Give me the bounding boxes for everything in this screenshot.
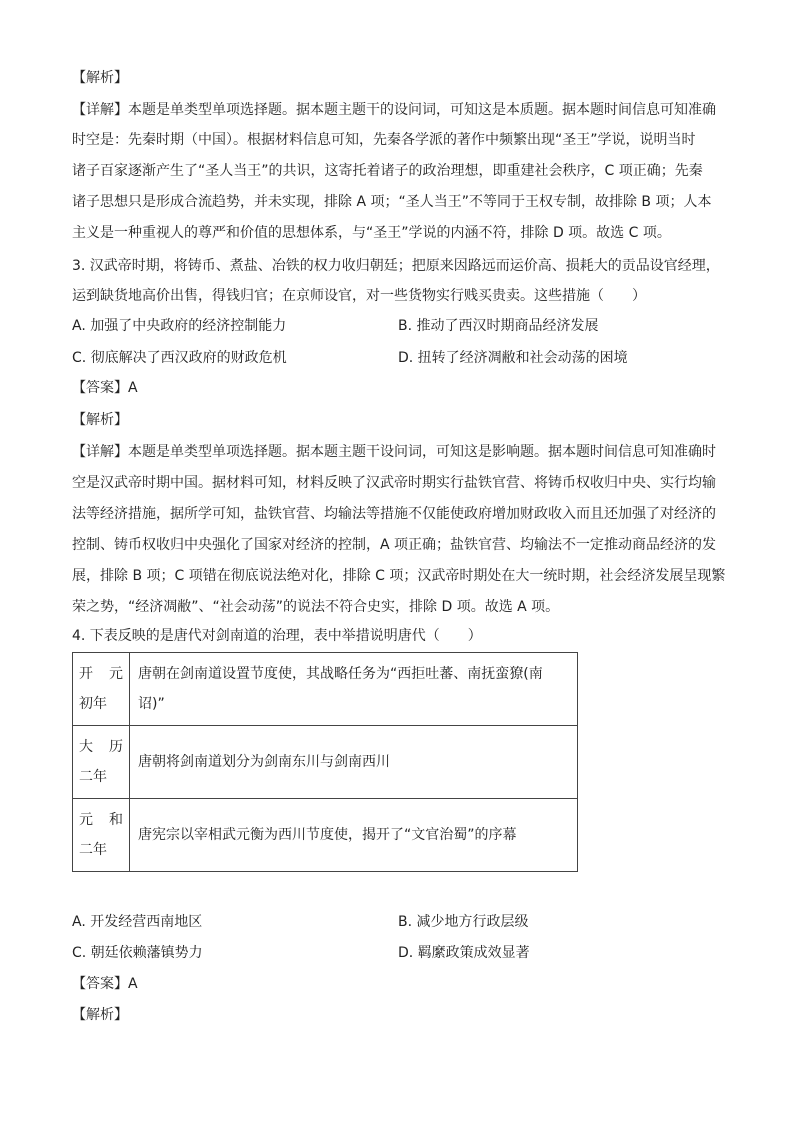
q4-option-d: D. 羁縻政策成效显著 [398, 945, 530, 961]
text-line: 【详解】本题是单类型单项选择题。据本题主题干设问词，可知这是影响题。据本题时间信息可知准确时 [72, 444, 716, 460]
text-line: 法等经济措施，据所学可知，盐铁官营、均输法等措施不仅能使政府增加财政收入而且还加强了对经济的 [72, 506, 716, 522]
period-suffix: 二年 [79, 769, 107, 785]
period-char: 开 [79, 666, 93, 682]
text-line: 展，排除 B 项；C 项错在彻底说法绝对化，排除 C 项；汉武帝时期处在大一统时期，社会经济发展呈现繁 [72, 568, 726, 584]
text-line: 空是汉武帝时期中国。据材料可知，材料反映了汉武帝时期实行盐铁官营、将铸币权收归中央、实行均输 [72, 475, 716, 491]
q3-option-c: C. 彻底解决了西汉政府的财政危机 [72, 350, 287, 366]
question-3-stem: 运到缺货地高价出售，得钱归官；在京师设官，对一些货物实行贱买贵卖。这些措施（ ） [72, 288, 646, 304]
table-measure-cell [130, 799, 578, 872]
governance-table [72, 652, 578, 872]
question-4-stem: 4. 下表反映的是唐代对剑南道的治理，表中举措说明唐代（ ） [72, 628, 482, 644]
table-period-cell [73, 653, 130, 726]
period-suffix: 初年 [79, 696, 107, 712]
q4-option-c: C. 朝廷依赖藩镇势力 [72, 945, 203, 961]
text-line: 【详解】本题是单类型单项选择题。据本题主题干的设问词，可知这是本质题。据本题时间信息可知准确 [72, 102, 716, 118]
q4-option-a: A. 开发经营西南地区 [72, 914, 203, 930]
period-suffix: 二年 [79, 842, 107, 858]
analysis-heading: 【解析】 [72, 70, 128, 86]
table-measure-cell [130, 726, 578, 799]
q3-option-d: D. 扭转了经济凋敝和社会动荡的困境 [398, 350, 628, 366]
text-line: 主义是一种重视人的尊严和价值的思想体系，与“圣王”学说的内涵不符，排除 D 项。故选 C 项。 [72, 225, 671, 241]
measure-text: 唐朝将剑南道划分为剑南东川与剑南西川 [138, 754, 390, 770]
q4-option-b: B. 减少地方行政层级 [398, 914, 529, 930]
q4-answer: 【答案】A [72, 976, 138, 992]
period-char: 和 [109, 812, 123, 828]
table-row [73, 799, 578, 872]
text-line: 时空是：先秦时期（中国）。根据材料信息可知，先秦各学派的著作中频繁出现“圣王”学说，说明当时 [72, 132, 696, 148]
q3-answer: 【答案】A [72, 380, 138, 396]
period-char: 大 [79, 739, 93, 755]
text-line: 诸子思想只是形成合流趋势，并未实现，排除 A 项；“圣人当王”不等同于王权专制，故排除 B 项；人本 [72, 194, 712, 210]
measure-text: 诏)” [138, 696, 165, 712]
measure-text: 唐朝在剑南道设置节度使，其战略任务为“西拒吐蕃、南抚蛮獠(南 [138, 666, 543, 682]
q3-option-b: B. 推动了西汉时期商品经济发展 [398, 318, 599, 334]
text-line: 荣之势，“经济凋敝”、“社会动荡”的说法不符合史实，排除 D 项。故选 A 项。 [72, 599, 560, 615]
text-line: 控制、铸币权收归中央强化了国家对经济的控制，A 项正确；盐铁官营、均输法不一定推动商品经济的发 [72, 537, 717, 553]
period-char: 历 [109, 739, 123, 755]
question-3-stem: 3. 汉武帝时期，将铸币、煮盐、冶铁的权力收归朝廷；把原来因路远而运价高、损耗大的贡品设官经理， [72, 258, 720, 274]
q3-analysis-heading: 【解析】 [72, 412, 128, 428]
table-row [73, 653, 578, 726]
q4-analysis-heading: 【解析】 [72, 1007, 128, 1023]
period-char: 元 [79, 812, 93, 828]
period-char: 元 [109, 666, 123, 682]
table-period-cell [73, 799, 130, 872]
measure-text: 唐宪宗以宰相武元衡为西川节度使，揭开了“文官治蜀”的序幕 [138, 827, 517, 843]
table-period-cell [73, 726, 130, 799]
text-line: 诸子百家逐渐产生了“圣人当王”的共识，这寄托着诸子的政治理想，即重建社会秩序，C 项正确；先秦 [72, 163, 703, 179]
q3-option-a: A. 加强了中央政府的经济控制能力 [72, 318, 287, 334]
table-measure-cell [130, 653, 578, 726]
table-row [73, 726, 578, 799]
